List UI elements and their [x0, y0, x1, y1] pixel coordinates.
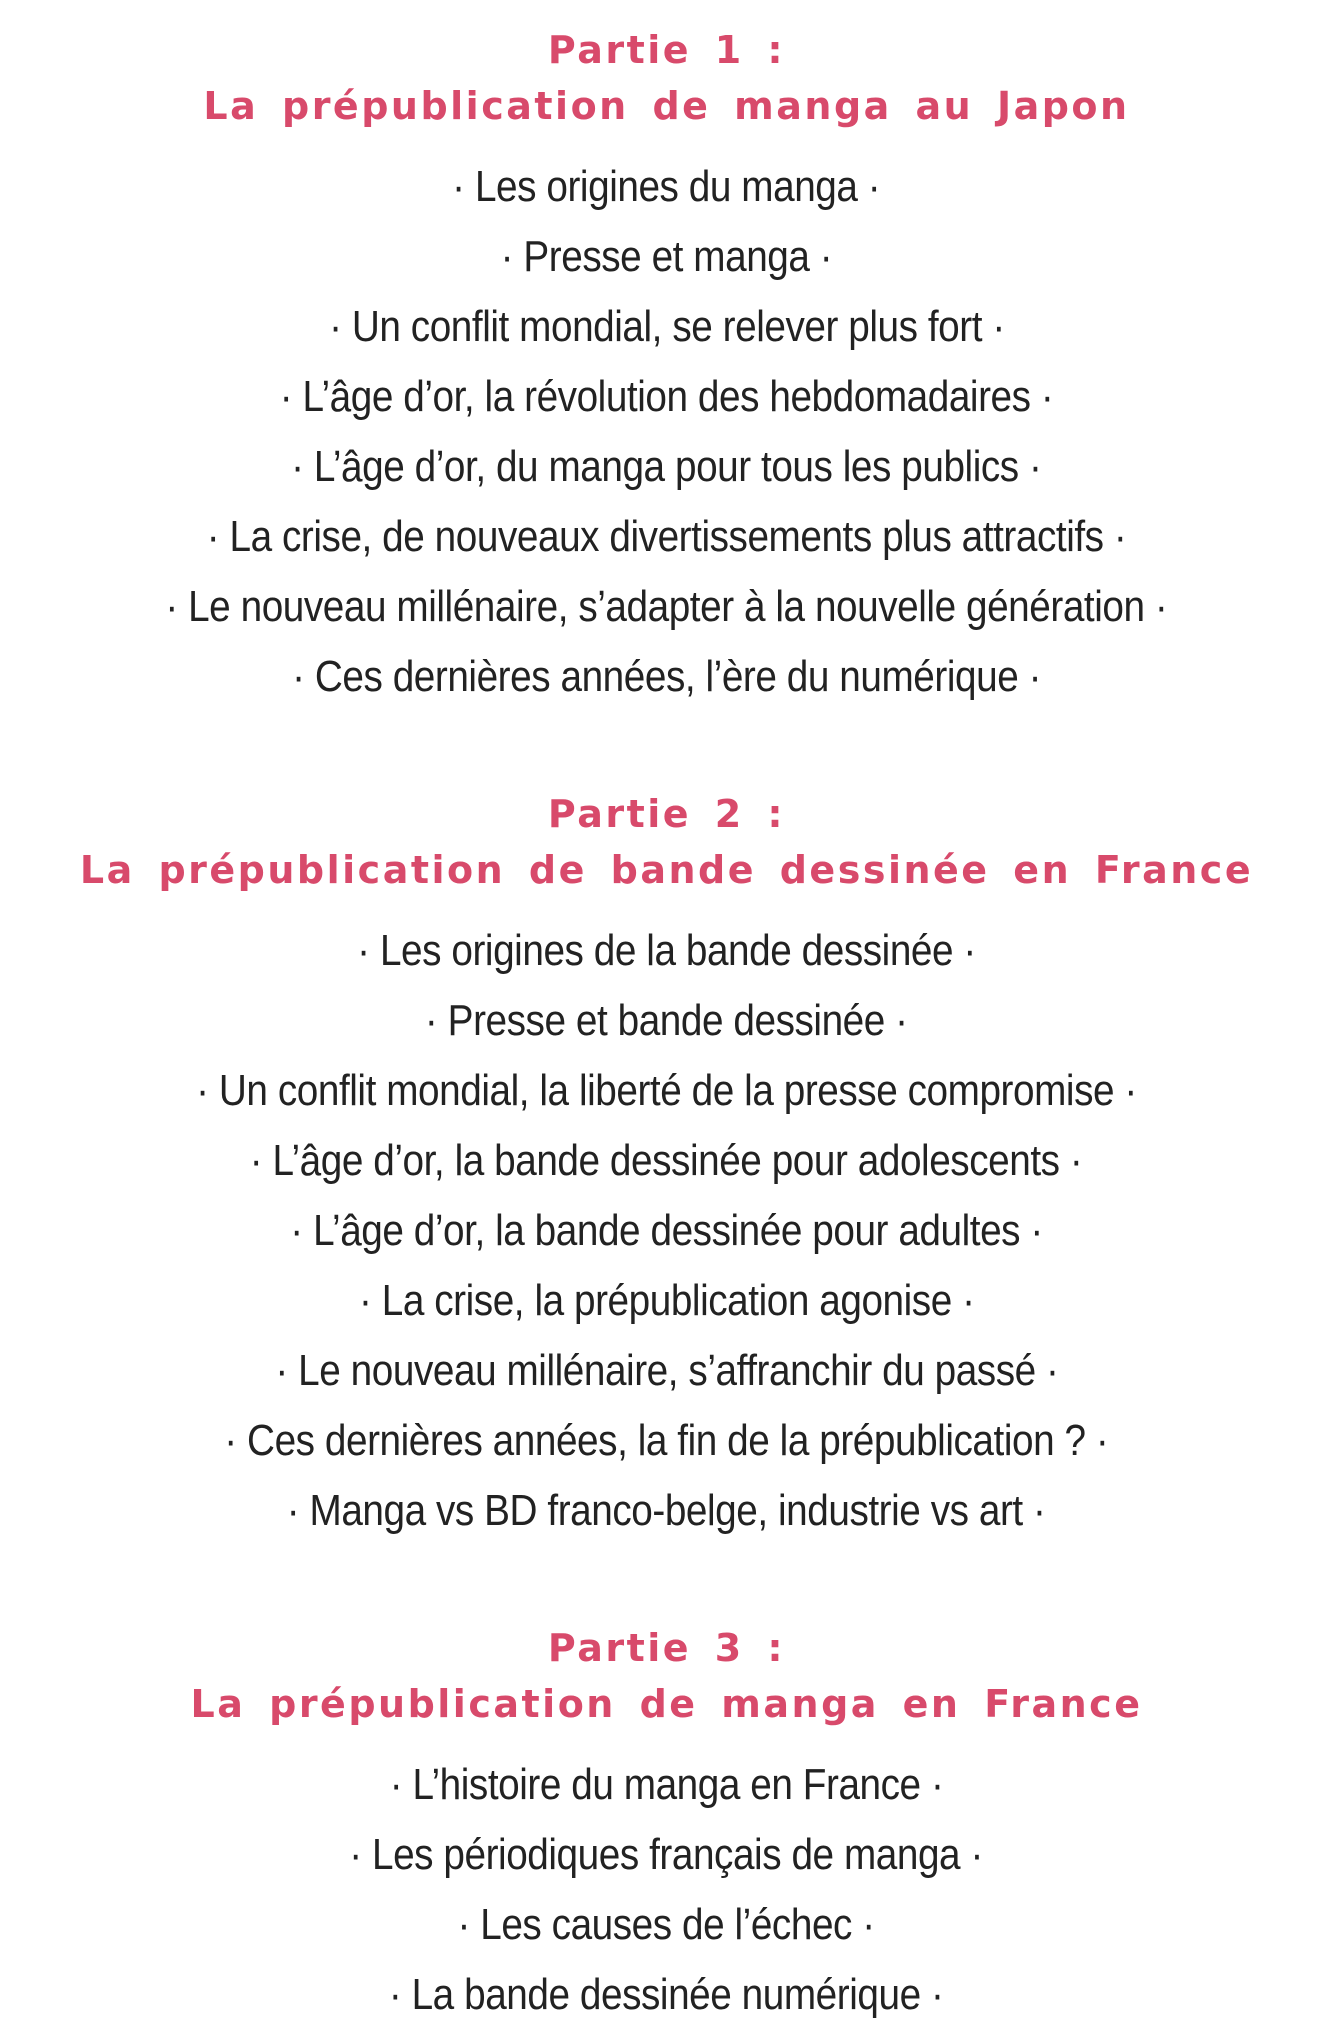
- section-heading-3: [0, 1620, 1333, 1732]
- toc-item-label: · La crise, de nouveaux divertissements plus attractifs ·: [206, 512, 1127, 561]
- toc-item: [0, 986, 1333, 1056]
- toc-item-label: · Manga vs BD franco-belge, industrie vs art ·: [287, 1486, 1046, 1535]
- toc-item-label: · L’âge d’or, la révolution des hebdomadaires ·: [279, 372, 1054, 421]
- part-title-3: La prépublication de manga en France: [190, 1682, 1143, 1726]
- toc-item: [0, 292, 1333, 362]
- toc-item: [0, 1960, 1333, 2030]
- toc-item-label: · Le nouveau millénaire, s’adapter à la nouvelle génération ·: [165, 582, 1168, 631]
- toc-item: [0, 1890, 1333, 1960]
- toc-item: [0, 1336, 1333, 1406]
- toc-item-label: · Les causes de l’échec ·: [457, 1900, 876, 1949]
- toc-item-label: · La crise, la prépublication agonise ·: [358, 1276, 975, 1325]
- toc-item: [0, 1266, 1333, 1336]
- toc-item: [0, 642, 1333, 712]
- toc-item-label: · L’âge d’or, du manga pour tous les publics ·: [291, 442, 1042, 491]
- part-title-1: La prépublication de manga au Japon: [203, 84, 1130, 128]
- part-label-3: Partie 3 :: [547, 1626, 786, 1670]
- toc-item-label: · Ces dernières années, l’ère du numérique ·: [292, 652, 1041, 701]
- toc-item-label: · Le nouveau millénaire, s’affranchir du passé ·: [274, 1346, 1059, 1395]
- toc-section-partie-3: [0, 1620, 1333, 2030]
- toc-item: [0, 152, 1333, 222]
- toc-item-label: · La bande dessinée numérique ·: [389, 1970, 944, 2019]
- toc-item: [0, 572, 1333, 642]
- toc-item-label: · Les périodiques français de manga ·: [349, 1830, 984, 1879]
- part-label-1: Partie 1 :: [547, 28, 786, 72]
- toc-item: [0, 222, 1333, 292]
- toc-item: [0, 1126, 1333, 1196]
- toc-item-label: · L’âge d’or, la bande dessinée pour adolescents ·: [250, 1136, 1083, 1185]
- part-label-2: Partie 2 :: [547, 792, 786, 836]
- toc-item-label: · Ces dernières années, la fin de la prépublication ? ·: [224, 1416, 1109, 1465]
- toc-item: [0, 502, 1333, 572]
- toc-item: [0, 916, 1333, 986]
- toc-item-label: · Un conflit mondial, se relever plus fort ·: [328, 302, 1005, 351]
- section-heading-2: [0, 786, 1333, 898]
- toc-item-label: · Les origines du manga ·: [452, 162, 881, 211]
- toc-item: [0, 1196, 1333, 1266]
- toc-item-label: · Presse et manga ·: [500, 232, 833, 281]
- toc-item: [0, 1476, 1333, 1546]
- toc-item-label: · Presse et bande dessinée ·: [425, 996, 908, 1045]
- toc-item-label: · Un conflit mondial, la liberté de la presse compromise ·: [196, 1066, 1137, 1115]
- toc-item-label: · L’âge d’or, la bande dessinée pour adultes ·: [290, 1206, 1043, 1255]
- toc-item: [0, 432, 1333, 502]
- toc-item: [0, 362, 1333, 432]
- part-title-2: La prépublication de bande dessinée en France: [79, 848, 1254, 892]
- toc-section-partie-2: [0, 786, 1333, 1546]
- section-heading-1: [0, 22, 1333, 134]
- toc-item: [0, 1820, 1333, 1890]
- toc-section-partie-1: [0, 22, 1333, 712]
- toc-item-label: · L’histoire du manga en France ·: [389, 1760, 944, 1809]
- toc-item-label: · Les origines de la bande dessinée ·: [357, 926, 976, 975]
- toc-item: [0, 1056, 1333, 1126]
- toc-item: [0, 1406, 1333, 1476]
- toc-item: [0, 1750, 1333, 1820]
